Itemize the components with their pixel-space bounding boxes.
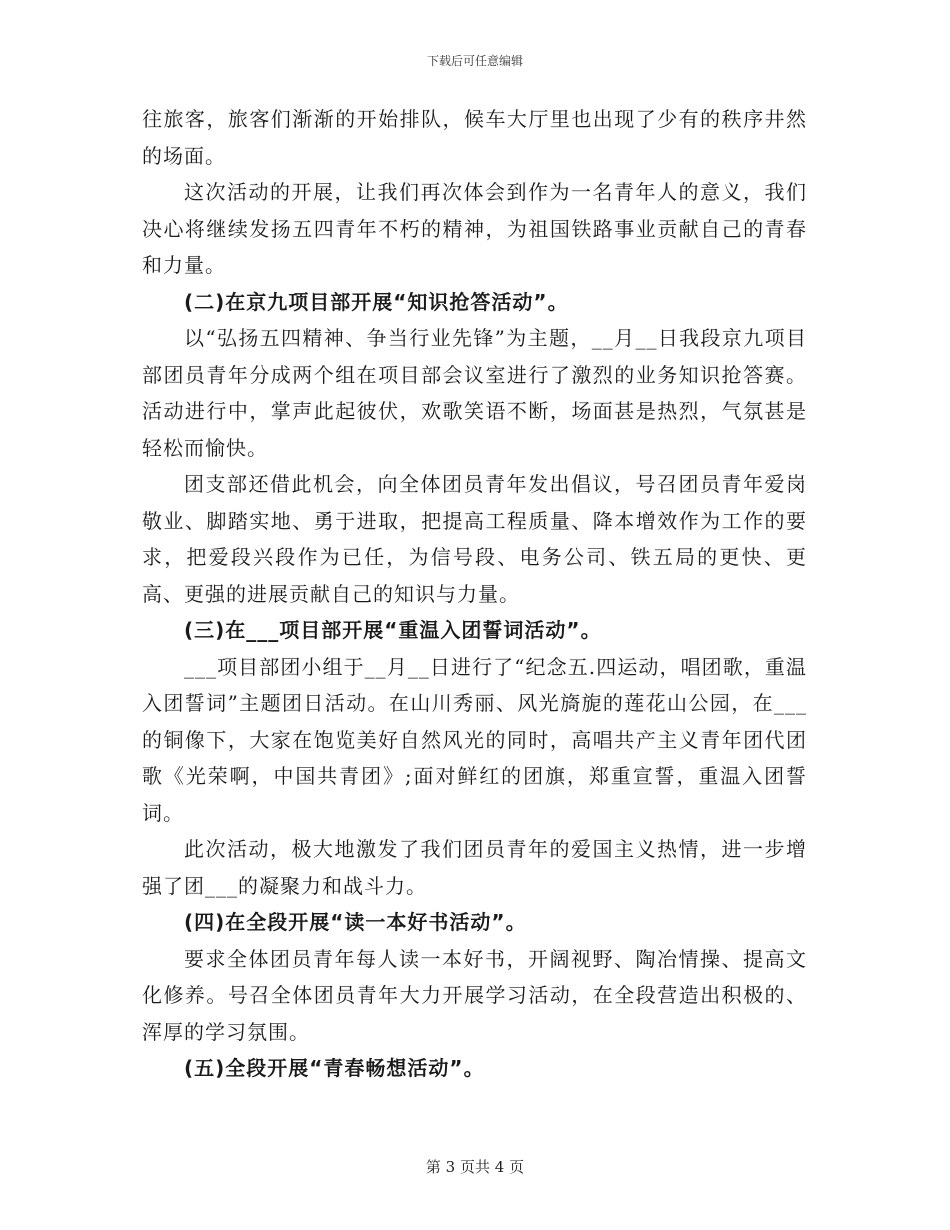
page-header: 下载后可任意编辑 (426, 54, 523, 68)
paragraph: 往旅客，旅客们渐渐的开始排队，候车大厅里也出现了少有的秩序井然的场面。 (142, 107, 807, 168)
document-body (142, 101, 807, 1087)
section-heading: (四)在全段开展“读一本好书活动”。 (184, 910, 527, 934)
paragraph: 以“弘扬五四精神、争当行业先锋”为主题，__月__日我段京九项目部团员青年分成两个组在项目部会议室进行了激烈的业务知识抢答赛。活动进行中，掌声此起彼伏，欢歌笑语不断，场面甚是热烈，气氛甚是轻松而愉快。 (142, 326, 807, 460)
section-heading: (三)在___项目部开展“重温入团誓词活动”。 (184, 618, 602, 642)
page-number-footer: 第 3 页共 4 页 (425, 1158, 525, 1176)
paragraph: 此次活动，极大地激发了我们团员青年的爱国主义热情，进一步增强了团___的凝聚力和战斗力。 (142, 837, 807, 898)
paragraph: 这次活动的开展，让我们再次体会到作为一名青年人的意义，我们决心将继续发扬五四青年不朽的精神，为祖国铁路事业贡献自己的青春和力量。 (142, 180, 807, 277)
paragraph: 团支部还借此机会，向全体团员青年发出倡议，号召团员青年爱岗敬业、脚踏实地、勇于进取，把提高工程质量、降本增效作为工作的要求，把爱段兴段作为已任，为信号段、电务公司、铁五局的更快、更高、更强的进展贡献自己的知识与力量。 (142, 472, 807, 606)
section-heading: (二)在京九项目部开展“知识抢答活动”。 (184, 289, 569, 314)
paragraph: ___项目部团小组于__月__日进行了“纪念五.四运动，唱团歌，重温入团誓词”主题团日活动。在山川秀丽、风光旖旎的莲花山公园，在___的铜像下，大家在饱览美好自然风光的同时，高唱共产主义青年团代团歌《光荣啊，中国共青团》;面对鲜红的团旗，郑重宣誓，重温入团誓词。 (142, 654, 807, 825)
section-heading: (五)全段开展“青春畅想活动”。 (184, 1056, 485, 1080)
paragraph: 要求全体团员青年每人读一本好书，开阔视野、陶冶情操、提高文化修养。号召全体团员青年大力开展学习活动，在全段营造出积极的、浑厚的学习氛围。 (142, 946, 807, 1044)
